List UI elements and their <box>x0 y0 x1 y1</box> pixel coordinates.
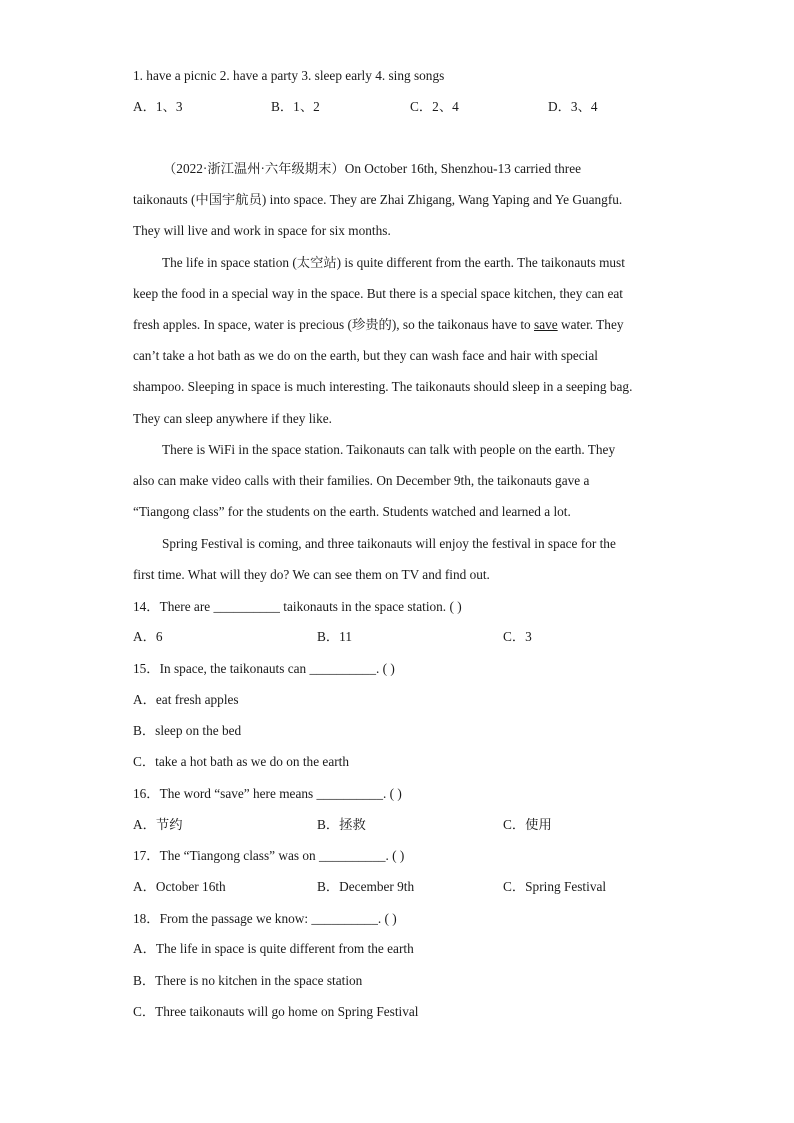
passage-p1-line3: They will live and work in space for six months. <box>133 223 391 238</box>
question-18-option-c: C．Three taikonauts will go home on Spring Festival <box>133 1004 419 1019</box>
question-17-stem: 17．The “Tiangong class” was on __________. ( ) <box>133 848 405 863</box>
option-a: A．1、3 <box>133 99 183 114</box>
question-items-line: 1. have a picnic 2. have a party 3. sleep early 4. sing songs <box>133 68 445 83</box>
question-14-option-b: B．11 <box>317 629 352 644</box>
passage-text: fresh apples. In space, water is precious (珍贵的), so the taikonaus have to <box>133 317 535 332</box>
option-c: C．2、4 <box>410 99 459 114</box>
passage-p3-line2: also can make video calls with their families. On December 9th, the taikonauts gave a <box>133 473 590 488</box>
question-17-option-b: B．December 9th <box>317 879 415 894</box>
passage-p2-line6: They can sleep anywhere if they like. <box>133 411 332 426</box>
passage-p2-line3 <box>133 316 624 334</box>
passage-p2-line4: can’t take a hot bath as we do on the earth, but they can wash face and hair with special <box>133 348 598 363</box>
underlined-word-save: save <box>534 317 558 332</box>
question-15-option-b: B．sleep on the bed <box>133 723 242 738</box>
passage-p3-line1: There is WiFi in the space station. Taikonauts can talk with people on the earth. They <box>162 442 616 457</box>
passage-p2-line5: shampoo. Sleeping in space is much interesting. The taikonauts should sleep in a seeping bag. <box>133 379 633 394</box>
passage-p2-line2: keep the food in a special way in the space. But there is a special space kitchen, they can eat <box>133 286 623 301</box>
passage-p1-line2: taikonauts (中国宇航员) into space. They are Zhai Zhigang, Wang Yaping and Ye Guangfu. <box>133 192 623 207</box>
question-16-option-b: B．拯救 <box>317 817 366 832</box>
passage-p1-line1: （2022·浙江温州·六年级期末）On October 16th, Shenzhou-13 carried three <box>163 161 582 176</box>
option-b: B．1、2 <box>271 99 320 114</box>
question-16-option-a: A．节约 <box>133 817 183 832</box>
question-15-option-a: A．eat fresh apples <box>133 692 239 707</box>
option-d: D．3、4 <box>548 99 598 114</box>
passage-p3-line3: “Tiangong class” for the students on the earth. Students watched and learned a lot. <box>133 504 571 519</box>
question-18-option-b: B．There is no kitchen in the space station <box>133 973 363 988</box>
question-14-option-a: A．6 <box>133 629 163 644</box>
question-16-option-c: C．使用 <box>503 817 552 832</box>
question-14-stem: 14．There are __________ taikonauts in the space station. ( ) <box>133 599 462 614</box>
question-16-stem: 16．The word “save” here means __________. ( ) <box>133 786 402 801</box>
question-18-option-a: A．The life in space is quite different from the earth <box>133 941 414 956</box>
passage-p2-line1: The life in space station (太空站) is quite different from the earth. The taikonauts must <box>162 255 625 270</box>
question-15-stem: 15．In space, the taikonauts can __________. ( ) <box>133 661 395 676</box>
question-14-option-c: C．3 <box>503 629 532 644</box>
question-18-stem: 18．From the passage we know: __________. ( ) <box>133 911 397 926</box>
passage-p4-line2: first time. What will they do? We can see them on TV and find out. <box>133 567 490 582</box>
passage-p4-line1: Spring Festival is coming, and three taikonauts will enjoy the festival in space for the <box>162 536 616 551</box>
question-15-option-c: C．take a hot bath as we do on the earth <box>133 754 350 769</box>
passage-text: water. They <box>557 317 624 332</box>
question-17-option-a: A．October 16th <box>133 879 226 894</box>
question-17-option-c: C．Spring Festival <box>503 879 607 894</box>
